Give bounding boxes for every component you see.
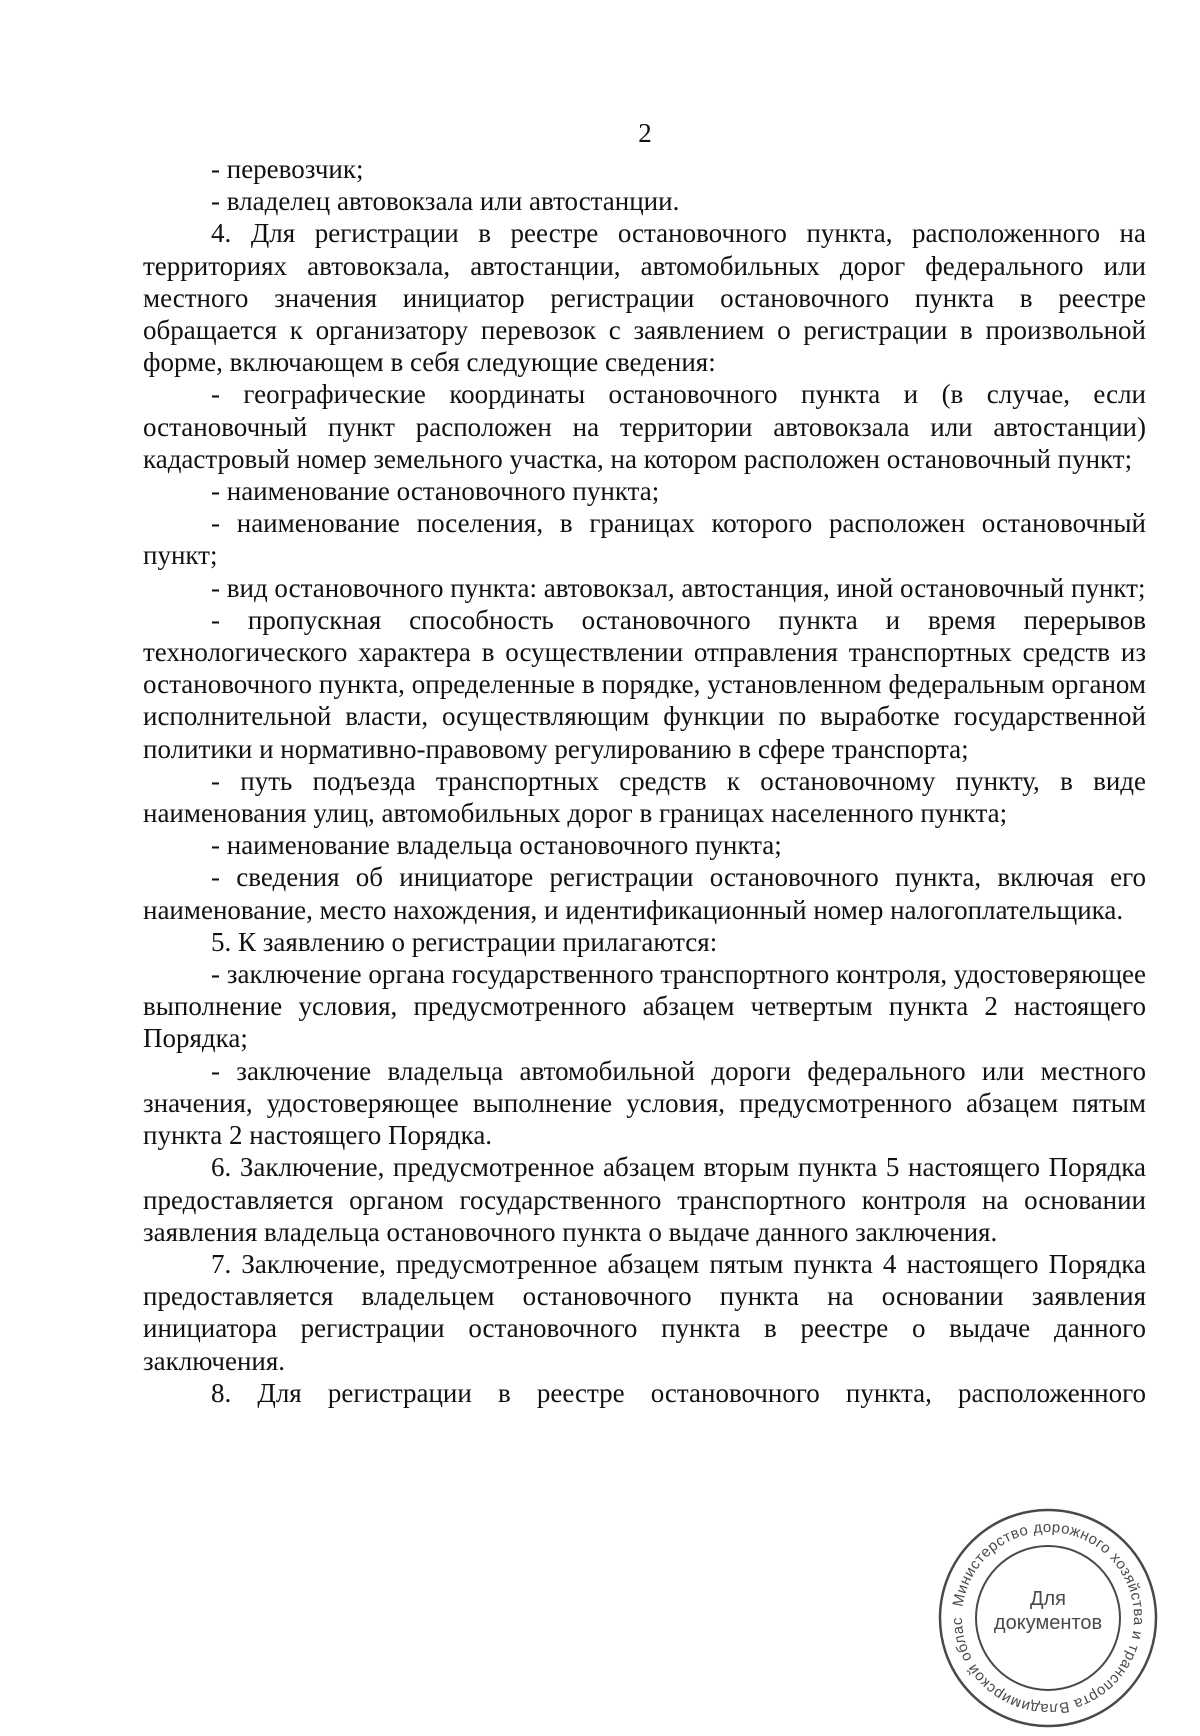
paragraph: - владелец автовокзала или автостанции. [211,186,680,217]
stamp-ring-text: Министерство дорожного хозяйства и транспорта Владимирской облас [948,1518,1148,1718]
stamp-outer-ring [940,1510,1156,1726]
page-number: 2 [638,118,652,148]
paragraph: - перевозчик; [211,154,364,184]
stamp-center-line-1: Для [1029,1588,1067,1610]
paragraph: - наименование поселения, в границах которого расположен остановочный пункт; [143,508,1146,571]
paragraph: 5. К заявлению о регистрации прилагаются: [211,926,718,957]
paragraph: 6. Заключение, предусмотренное абзацем вторым пункта 5 настоящего Порядка предоставляется органом государственного транспортного контроля на основании заявления владельца остановочного пункта о выдаче данного заключения. [143,1152,1146,1247]
paragraph: - сведения об инициаторе регистрации остановочного пункта, включая его наименование, место нахождения, и идентификационный номер налогоплательщика. [143,862,1146,925]
paragraph: - пропускная способность остановочного пункта и время перерывов технологического характера в осуществлении отправления транспортных средств из остановочного пункта, определенные в порядке, установленном федеральным органом исполнительной власти, осуществляющим функции по выработке государственной политики и нормативно-правовому регулированию в сфере транспорта; [143,604,1146,764]
document-body [143,153,1146,1409]
paragraph: - наименование владельца остановочного пункта; [211,830,782,861]
official-stamp [935,1505,1161,1731]
paragraph: 4. Для регистрации в реестре остановочного пункта, расположенного на территориях автовокзала, автостанции, автомобильных дорог федерального или местного значения инициатор регистрации остановочного пункта в реестре обращается к организатору перевозок с заявлением о регистрации в произвольной форме, включающем в себя следующие сведения: [143,218,1146,378]
paragraph: 7. Заключение, предусмотренное абзацем пятым пункта 4 настоящего Порядка предоставляется владельцем остановочного пункта на основании заявления инициатора регистрации остановочного пункта в реестре о выдаче данного заключения. [143,1248,1146,1376]
stamp-inner-ring [976,1546,1120,1690]
paragraph: - географические координаты остановочного пункта и (в случае, если остановочный пункт расположен на территории автовокзала или автостанции) кадастровый номер земельного участка, на котором расположен остановочный пункт; [143,379,1146,474]
paragraph: - наименование остановочного пункта; [211,476,660,507]
paragraph: - заключение владельца автомобильной дороги федерального или местного значения, удостоверяющее выполнение условия, предусмотренного абзацем пятым пункта 2 настоящего Порядка. [143,1055,1146,1151]
paragraph: - путь подъезда транспортных средств к остановочному пункту, в виде наименования улиц, автомобильных дорог в границах населенного пункта; [143,765,1146,829]
stamp-center-line-2: документов [993,1612,1103,1634]
paragraph: - заключение органа государственного транспортного контроля, удостоверяющее выполнение условия, предусмотренного абзацем четвертым пункта 2 настоящего Порядка; [143,959,1146,1054]
paragraph: - вид остановочного пункта: автовокзал, автостанция, иной остановочный пункт; [211,572,1146,603]
paragraph: 8. Для регистрации в реестре остановочного пункта, расположенного [211,1377,1146,1408]
